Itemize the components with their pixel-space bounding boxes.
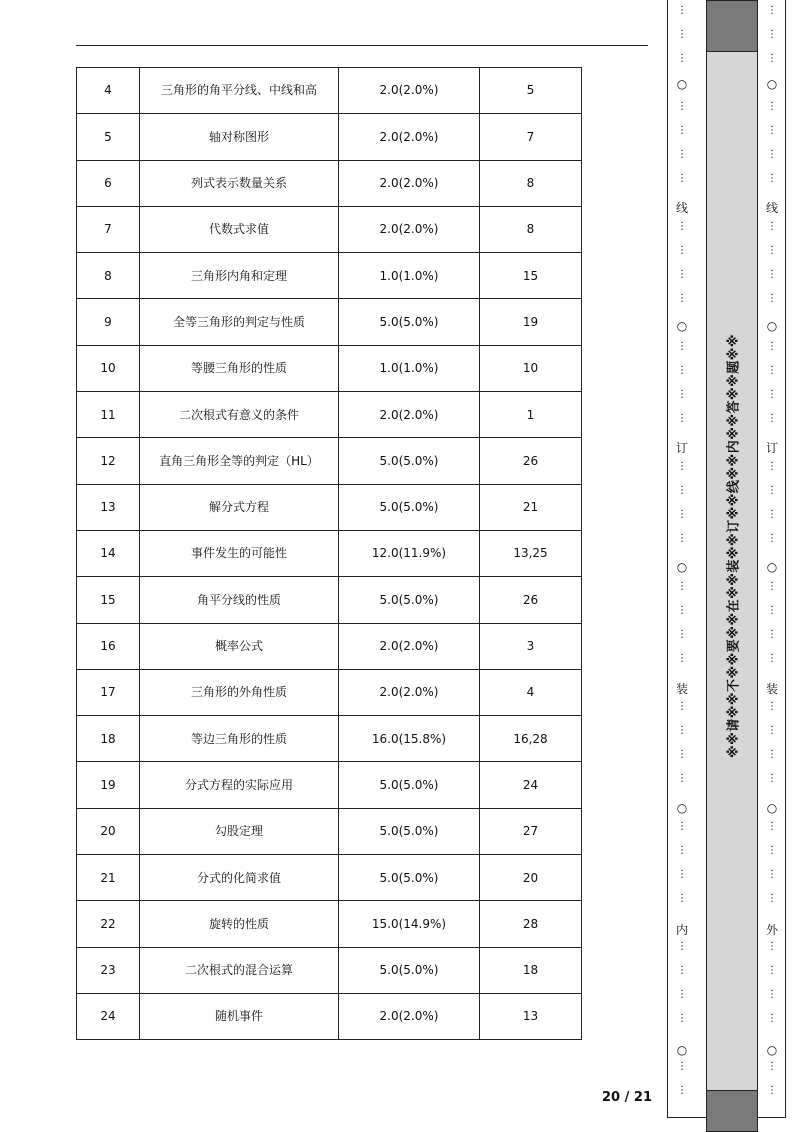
question-numbers-cell: 16,28 <box>480 716 582 762</box>
dots-mark: ⋮ <box>677 29 687 40</box>
table-row <box>77 762 582 808</box>
question-numbers-cell: 28 <box>480 901 582 947</box>
dots-mark: ⋮ <box>677 221 687 232</box>
row-number-cell: 8 <box>77 253 140 299</box>
knowledge-point-cell: 列式表示数量关系 <box>140 160 339 206</box>
score-percent-cell: 2.0(2.0%) <box>339 206 480 252</box>
row-number-cell: 5 <box>77 114 140 160</box>
question-numbers-cell: 3 <box>480 623 582 669</box>
dots-mark: ⋮ <box>677 149 687 160</box>
dots-mark: ⋮ <box>677 509 687 520</box>
question-numbers-cell: 21 <box>480 484 582 530</box>
score-percent-cell: 12.0(11.9%) <box>339 530 480 576</box>
dots-mark: ⋮ <box>677 629 687 640</box>
dots-mark: ⋮ <box>767 941 777 952</box>
row-number-cell: 9 <box>77 299 140 345</box>
table-row <box>77 206 582 252</box>
dots-mark: ⋮ <box>767 533 777 544</box>
circle-mark: ○ <box>766 1043 778 1057</box>
dots-mark: ⋮ <box>767 701 777 712</box>
knowledge-point-cell: 分式的化简求值 <box>140 855 339 901</box>
dots-mark: ⋮ <box>767 845 777 856</box>
knowledge-point-cell: 三角形内角和定理 <box>140 253 339 299</box>
score-percent-cell: 2.0(2.0%) <box>339 623 480 669</box>
dots-mark: ⋮ <box>677 701 687 712</box>
question-numbers-cell: 15 <box>480 253 582 299</box>
score-percent-cell: 5.0(5.0%) <box>339 808 480 854</box>
binding-label: 订 <box>765 441 778 455</box>
dots-mark: ⋮ <box>677 173 687 184</box>
dots-mark: ⋮ <box>767 869 777 880</box>
knowledge-point-cell: 直角三角形全等的判定（HL） <box>140 438 339 484</box>
score-percent-cell: 5.0(5.0%) <box>339 855 480 901</box>
row-number-cell: 21 <box>77 855 140 901</box>
question-numbers-cell: 20 <box>480 855 582 901</box>
row-number-cell: 12 <box>77 438 140 484</box>
knowledge-point-cell: 角平分线的性质 <box>140 577 339 623</box>
dots-mark: ⋮ <box>767 629 777 640</box>
dots-mark: ⋮ <box>677 53 687 64</box>
dots-mark: ⋮ <box>677 773 687 784</box>
row-number-cell: 7 <box>77 206 140 252</box>
table-row <box>77 253 582 299</box>
circle-mark: ○ <box>676 319 688 333</box>
row-number-cell: 20 <box>77 808 140 854</box>
table-row <box>77 299 582 345</box>
dots-mark: ⋮ <box>767 461 777 472</box>
binding-label: 外 <box>765 923 778 937</box>
table-row <box>77 114 582 160</box>
dots-mark: ⋮ <box>767 773 777 784</box>
row-number-cell: 17 <box>77 669 140 715</box>
table-row <box>77 623 582 669</box>
question-numbers-cell: 13 <box>480 993 582 1039</box>
dots-mark: ⋮ <box>677 125 687 136</box>
dots-mark: ⋮ <box>767 605 777 616</box>
knowledge-point-cell: 轴对称图形 <box>140 114 339 160</box>
dots-mark: ⋮ <box>767 101 777 112</box>
dots-mark: ⋮ <box>677 341 687 352</box>
knowledge-point-cell: 旋转的性质 <box>140 901 339 947</box>
dots-mark: ⋮ <box>677 413 687 424</box>
dots-mark: ⋮ <box>767 365 777 376</box>
dots-mark: ⋮ <box>677 1061 687 1072</box>
knowledge-point-table <box>76 67 582 1040</box>
question-numbers-cell: 8 <box>480 160 582 206</box>
table-row <box>77 577 582 623</box>
row-number-cell: 16 <box>77 623 140 669</box>
dots-mark: ⋮ <box>767 725 777 736</box>
dots-mark: ⋮ <box>677 269 687 280</box>
dots-mark: ⋮ <box>677 581 687 592</box>
circle-mark: ○ <box>766 319 778 333</box>
dots-mark: ⋮ <box>767 749 777 760</box>
question-numbers-cell: 13,25 <box>480 530 582 576</box>
knowledge-point-cell: 全等三角形的判定与性质 <box>140 299 339 345</box>
table-row <box>77 345 582 391</box>
question-numbers-cell: 10 <box>480 345 582 391</box>
binding-border-right <box>785 0 786 1118</box>
dots-mark: ⋮ <box>767 821 777 832</box>
dots-mark: ⋮ <box>767 1061 777 1072</box>
dots-mark: ⋮ <box>677 749 687 760</box>
score-percent-cell: 2.0(2.0%) <box>339 68 480 114</box>
knowledge-point-cell: 解分式方程 <box>140 484 339 530</box>
dots-mark: ⋮ <box>677 485 687 496</box>
question-numbers-cell: 8 <box>480 206 582 252</box>
row-number-cell: 10 <box>77 345 140 391</box>
dots-mark: ⋮ <box>767 413 777 424</box>
table-row <box>77 530 582 576</box>
dots-mark: ⋮ <box>767 1013 777 1024</box>
score-percent-cell: 2.0(2.0%) <box>339 669 480 715</box>
knowledge-point-cell: 三角形的外角性质 <box>140 669 339 715</box>
dots-mark: ⋮ <box>677 389 687 400</box>
dots-mark: ⋮ <box>767 341 777 352</box>
score-percent-cell: 2.0(2.0%) <box>339 160 480 206</box>
dots-mark: ⋮ <box>767 893 777 904</box>
header-rule <box>76 45 648 46</box>
dots-mark: ⋮ <box>677 1085 687 1096</box>
dots-mark: ⋮ <box>677 365 687 376</box>
question-numbers-cell: 19 <box>480 299 582 345</box>
score-percent-cell: 5.0(5.0%) <box>339 484 480 530</box>
question-numbers-cell: 1 <box>480 392 582 438</box>
knowledge-point-cell: 等边三角形的性质 <box>140 716 339 762</box>
score-percent-cell: 1.0(1.0%) <box>339 253 480 299</box>
dots-mark: ⋮ <box>767 149 777 160</box>
score-percent-cell: 2.0(2.0%) <box>339 114 480 160</box>
score-percent-cell: 1.0(1.0%) <box>339 345 480 391</box>
dots-mark: ⋮ <box>767 509 777 520</box>
question-numbers-cell: 4 <box>480 669 582 715</box>
dots-mark: ⋮ <box>767 389 777 400</box>
score-percent-cell: 2.0(2.0%) <box>339 392 480 438</box>
dots-mark: ⋮ <box>767 173 777 184</box>
binding-band-top-block <box>706 0 758 52</box>
knowledge-point-cell: 随机事件 <box>140 993 339 1039</box>
row-number-cell: 11 <box>77 392 140 438</box>
page-number: 20 / 21 <box>602 1090 652 1105</box>
table-row <box>77 484 582 530</box>
dots-mark: ⋮ <box>677 965 687 976</box>
outer-binding-marks <box>765 0 779 1118</box>
dots-mark: ⋮ <box>767 5 777 16</box>
score-percent-cell: 5.0(5.0%) <box>339 947 480 993</box>
circle-mark: ○ <box>766 801 778 815</box>
dots-mark: ⋮ <box>677 1013 687 1024</box>
circle-mark: ○ <box>676 801 688 815</box>
dots-mark: ⋮ <box>677 821 687 832</box>
circle-mark: ○ <box>676 77 688 91</box>
row-number-cell: 24 <box>77 993 140 1039</box>
dots-mark: ⋮ <box>677 941 687 952</box>
dots-mark: ⋮ <box>677 293 687 304</box>
row-number-cell: 18 <box>77 716 140 762</box>
dots-mark: ⋮ <box>677 869 687 880</box>
dots-mark: ⋮ <box>677 845 687 856</box>
dots-mark: ⋮ <box>767 221 777 232</box>
binding-label: 线 <box>765 201 778 215</box>
table-row <box>77 438 582 484</box>
question-numbers-cell: 24 <box>480 762 582 808</box>
row-number-cell: 6 <box>77 160 140 206</box>
circle-mark: ○ <box>676 1043 688 1057</box>
score-percent-cell: 5.0(5.0%) <box>339 577 480 623</box>
dots-mark: ⋮ <box>677 725 687 736</box>
dots-mark: ⋮ <box>767 269 777 280</box>
knowledge-point-cell: 二次根式有意义的条件 <box>140 392 339 438</box>
table-row <box>77 392 582 438</box>
dots-mark: ⋮ <box>677 533 687 544</box>
row-number-cell: 19 <box>77 762 140 808</box>
table-row <box>77 68 582 114</box>
circle-mark: ○ <box>766 77 778 91</box>
row-number-cell: 4 <box>77 68 140 114</box>
question-numbers-cell: 18 <box>480 947 582 993</box>
row-number-cell: 15 <box>77 577 140 623</box>
dots-mark: ⋮ <box>767 53 777 64</box>
question-numbers-cell: 5 <box>480 68 582 114</box>
knowledge-point-cell: 等腰三角形的性质 <box>140 345 339 391</box>
row-number-cell: 23 <box>77 947 140 993</box>
question-numbers-cell: 26 <box>480 577 582 623</box>
dots-mark: ⋮ <box>767 653 777 664</box>
dots-mark: ⋮ <box>767 581 777 592</box>
binding-band-bottom-block <box>706 1090 758 1132</box>
dots-mark: ⋮ <box>677 101 687 112</box>
dots-mark: ⋮ <box>767 125 777 136</box>
row-number-cell: 13 <box>77 484 140 530</box>
dots-mark: ⋮ <box>767 293 777 304</box>
score-percent-cell: 2.0(2.0%) <box>339 993 480 1039</box>
binding-label: 线 <box>675 201 688 215</box>
question-numbers-cell: 27 <box>480 808 582 854</box>
circle-mark: ○ <box>676 560 688 574</box>
binding-notice: ※※请※※不※※要※※在※※装※※订※※线※※内※※答※※题※※ <box>726 333 742 759</box>
knowledge-point-cell: 二次根式的混合运算 <box>140 947 339 993</box>
dots-mark: ⋮ <box>767 1085 777 1096</box>
dots-mark: ⋮ <box>767 989 777 1000</box>
knowledge-point-cell: 三角形的角平分线、中线和高 <box>140 68 339 114</box>
knowledge-point-cell: 代数式求值 <box>140 206 339 252</box>
question-numbers-cell: 26 <box>480 438 582 484</box>
binding-label: 装 <box>675 682 688 696</box>
dots-mark: ⋮ <box>677 461 687 472</box>
dots-mark: ⋮ <box>767 29 777 40</box>
dots-mark: ⋮ <box>767 485 777 496</box>
table-row <box>77 716 582 762</box>
binding-border-left <box>667 0 668 1118</box>
circle-mark: ○ <box>766 560 778 574</box>
dots-mark: ⋮ <box>677 893 687 904</box>
inner-binding-marks <box>675 0 689 1118</box>
table-row <box>77 160 582 206</box>
binding-label: 装 <box>765 682 778 696</box>
knowledge-point-cell: 概率公式 <box>140 623 339 669</box>
row-number-cell: 14 <box>77 530 140 576</box>
knowledge-point-cell: 分式方程的实际应用 <box>140 762 339 808</box>
dots-mark: ⋮ <box>677 5 687 16</box>
dots-mark: ⋮ <box>677 245 687 256</box>
table-row <box>77 808 582 854</box>
dots-mark: ⋮ <box>767 965 777 976</box>
knowledge-point-cell: 事件发生的可能性 <box>140 530 339 576</box>
score-percent-cell: 5.0(5.0%) <box>339 299 480 345</box>
table-row <box>77 669 582 715</box>
table-row <box>77 947 582 993</box>
dots-mark: ⋮ <box>767 245 777 256</box>
score-percent-cell: 5.0(5.0%) <box>339 762 480 808</box>
binding-label: 订 <box>675 441 688 455</box>
question-numbers-cell: 7 <box>480 114 582 160</box>
score-percent-cell: 16.0(15.8%) <box>339 716 480 762</box>
table-row <box>77 993 582 1039</box>
dots-mark: ⋮ <box>677 653 687 664</box>
score-percent-cell: 15.0(14.9%) <box>339 901 480 947</box>
dots-mark: ⋮ <box>677 989 687 1000</box>
binding-label: 内 <box>675 923 688 937</box>
table-row <box>77 855 582 901</box>
dots-mark: ⋮ <box>677 605 687 616</box>
score-percent-cell: 5.0(5.0%) <box>339 438 480 484</box>
row-number-cell: 22 <box>77 901 140 947</box>
table-row <box>77 901 582 947</box>
knowledge-point-cell: 勾股定理 <box>140 808 339 854</box>
